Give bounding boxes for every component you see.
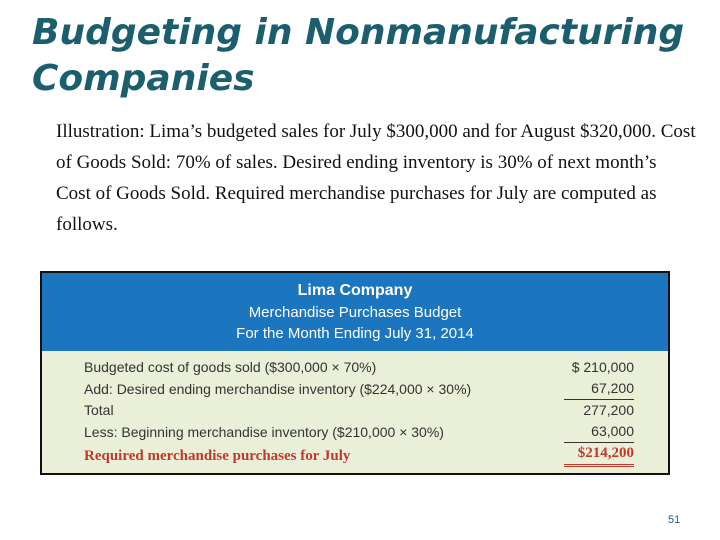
slide-title: Budgeting in Nonmanufacturing Companies <box>32 12 685 99</box>
company-name: Lima Company <box>297 282 413 299</box>
statement-period: For the Month Ending July 31, 2014 <box>236 325 474 342</box>
budget-row-cogs <box>84 357 634 378</box>
row-amount: 277,200 <box>583 402 634 418</box>
row-label: Add: Desired ending merchandise inventory ($224,000 × 30%) <box>84 381 472 397</box>
statement-name: Merchandise Purchases Budget <box>248 304 462 321</box>
row-amount: 63,000 <box>564 421 634 443</box>
budget-row-beginning-inventory <box>84 421 634 443</box>
merchandise-purchases-budget <box>40 271 670 475</box>
row-label: Total <box>84 402 114 418</box>
illustration-text: Illustration: Lima’s budgeted sales for July $300,000 and for August $320,000. Cost of Goods Sold: 70% of sales. Desired ending inventory is 30% of next month’s Cost of Goods Sold. Required merchandise purchases for July are computed as follows. <box>56 121 696 235</box>
budget-body <box>42 351 668 467</box>
budget-row-required-purchases <box>84 443 634 467</box>
budget-header <box>42 273 668 351</box>
row-amount: $214,200 <box>564 443 634 467</box>
row-amount: $ 210,000 <box>571 359 634 375</box>
page-number: 51 <box>668 514 681 526</box>
budget-row-ending-inventory <box>84 378 634 400</box>
budget-row-total <box>84 400 634 421</box>
row-label: Budgeted cost of goods sold ($300,000 × 70%) <box>84 359 377 375</box>
row-label: Required merchandise purchases for July <box>84 448 351 464</box>
row-label: Less: Beginning merchandise inventory ($210,000 × 30%) <box>84 424 444 440</box>
row-amount: 67,200 <box>564 378 634 400</box>
